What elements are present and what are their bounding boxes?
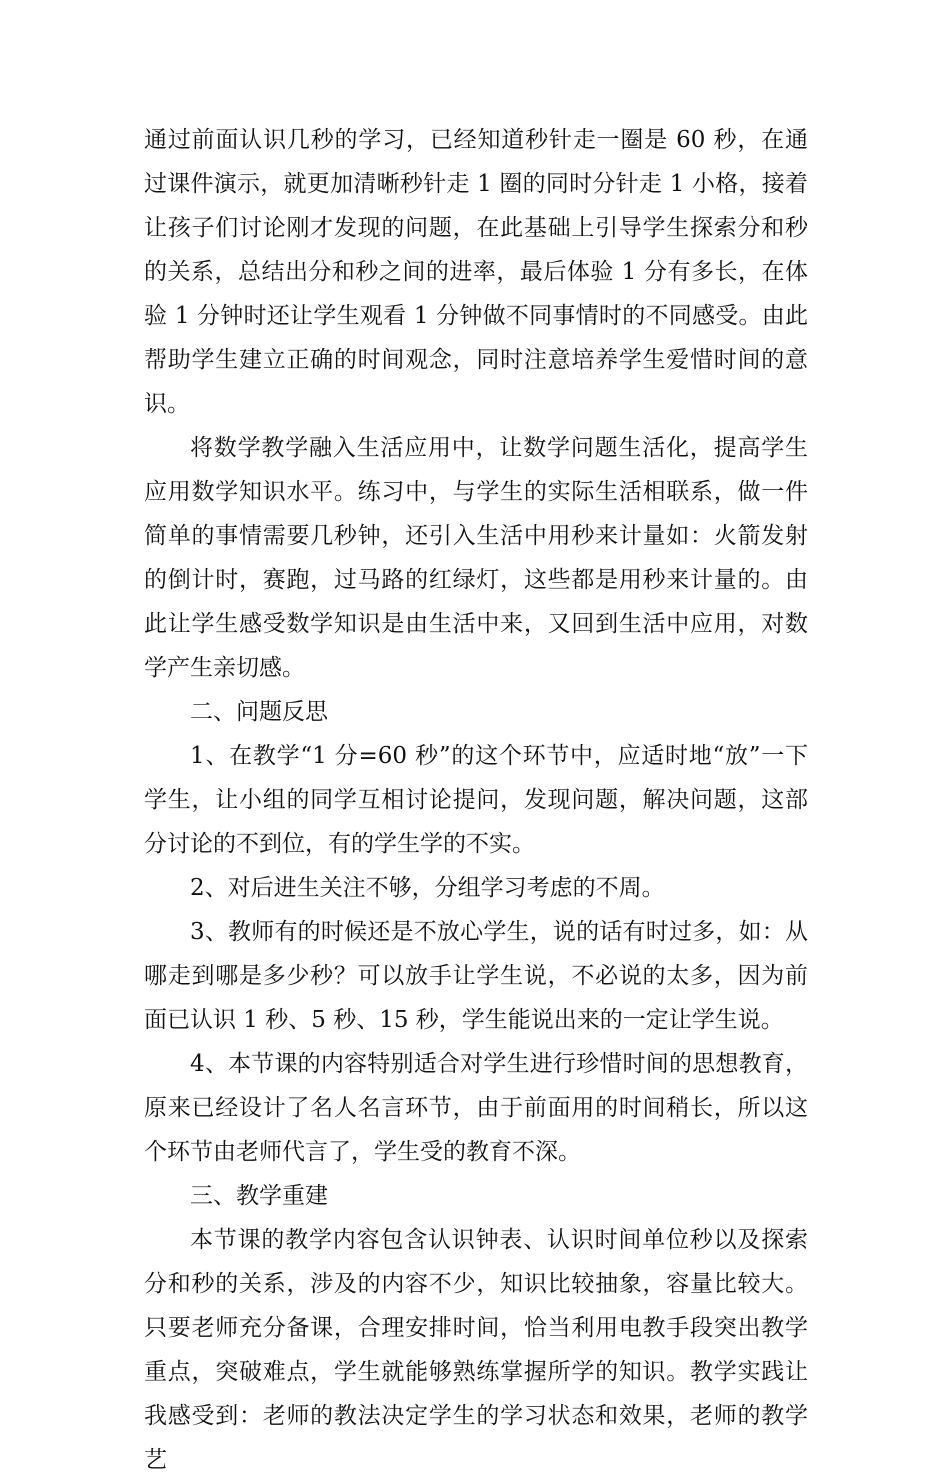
paragraph-rebuild: 本节课的教学内容包含认识钟表、认识时间单位秒以及探索分和秒的关系，涉及的内容不少，知识比较抽象，容量比较大。只要老师充分备课，合理安排时间，恰当利用电教手段突出教学重点，突破难点，学生就能够熟练掌握所学的知识。教学实践让我感受到：老师的教法决定学生的学习状态和效果，老师的教学艺 [144, 1227, 808, 1473]
document-body [144, 118, 808, 1482]
reflection-item-1: 1、在教学“1 分=60 秒”的这个环节中，应适时地“放”一下学生，让小组的同学互相讨论提问，发现问题，解决问题，这部分讨论的不到位，有的学生学的不实。 [144, 743, 808, 857]
reflection-item-3: 3、教师有的时候还是不放心学生，说的话有时过多，如：从哪走到哪是多少秒？可以放手让学生说，不必说的太多，因为前面已认识 1 秒、5 秒、15 秒，学生能说出来的一定让学生说。 [144, 919, 808, 1033]
section-heading-teaching-rebuild: 三、教学重建 [190, 1183, 328, 1209]
paragraph-2: 将数学教学融入生活应用中，让数学问题生活化，提高学生应用数学知识水平。练习中，与学生的实际生活相联系，做一件简单的事情需要几秒钟，还引入生活中用秒来计量如：火箭发射的倒计时，赛跑，过马路的红绿灯，这些都是用秒来计量的。由此让学生感受数学知识是由生活中来，又回到生活中应用，对数学产生亲切感。 [144, 435, 808, 681]
reflection-item-4: 4、本节课的内容特别适合对学生进行珍惜时间的思想教育，原来已经设计了名人名言环节，由于前面用的时间稍长，所以这个环节由老师代言了，学生受的教育不深。 [144, 1051, 808, 1165]
section-heading-problem-reflection: 二、问题反思 [190, 699, 328, 725]
paragraph-1: 通过前面认识几秒的学习，已经知道秒针走一圈是 60 秒，在通过课件演示，就更加清晰秒针走 1 圈的同时分针走 1 小格，接着让孩子们讨论刚才发现的问题，在此基础上引导学生探索分和秒的关系，总结出分和秒之间的进率，最后体验 1 分有多长，在体验 1 分钟时还让学生观看 1 分钟做不同事情时的不同感受。由此帮助学生建立正确的时间观念，同时注意培养学生爱惜时间的意识。 [144, 127, 808, 417]
reflection-item-2: 2、对后进生关注不够，分组学习考虑的不周。 [190, 875, 665, 901]
